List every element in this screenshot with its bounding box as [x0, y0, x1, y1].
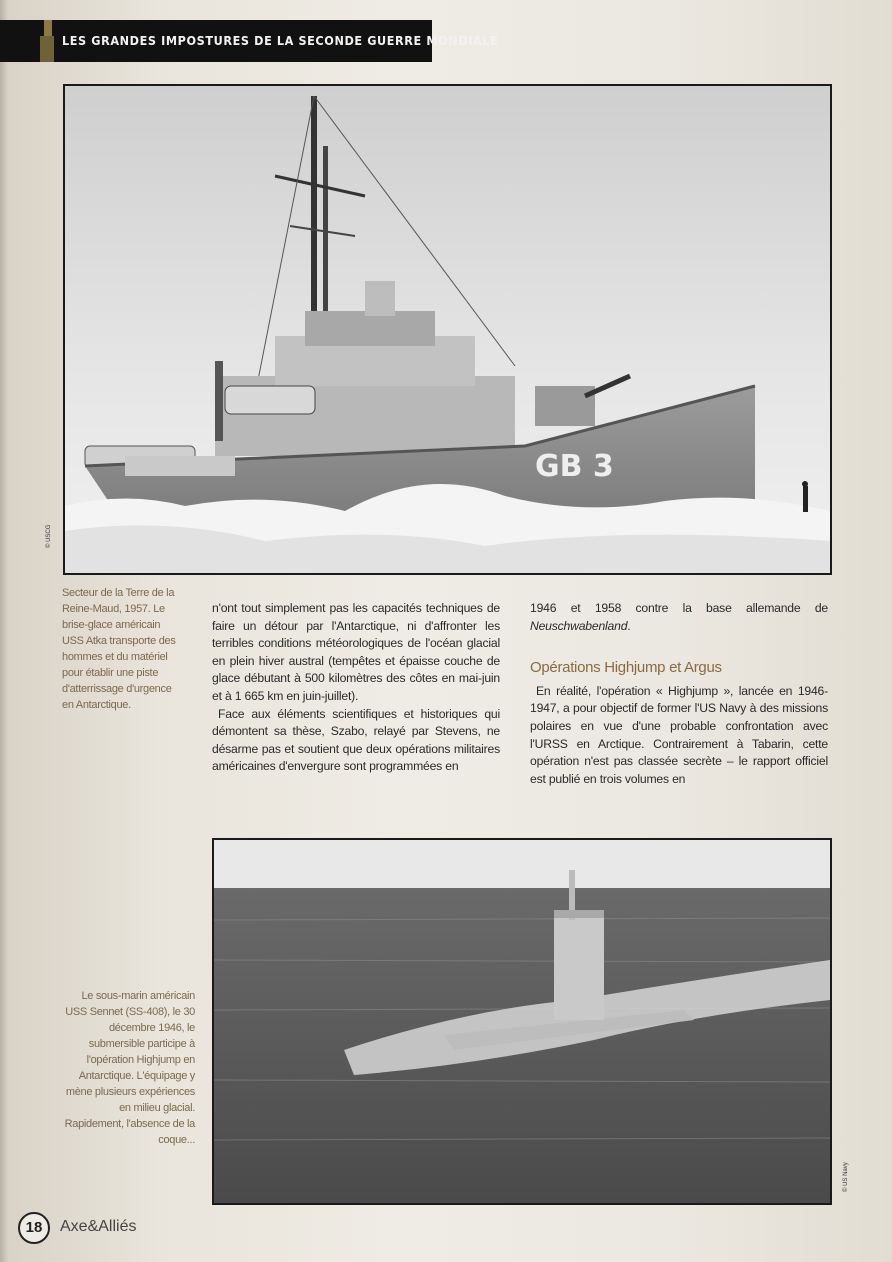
submarine-caption: Le sous-marin américain USS Sennet (SS-408), le 30 décembre 1946, le submersible participe à l'opération Highjump en Antarctique. L'équipage y mène plusieurs expériences en milieu glacial. Rapidement, l'absence de la coque... — [64, 990, 195, 1146]
paragraph: n'ont tout simplement pas les capacités techniques de faire un détour par l'Antarctique, ni d'affronter les terribles conditions météorologiques de l'océan glacial en plein hiver austral (tempêtes et épaisse couche de glace débutant à 500 kilomètres des côtes en mai-juin et à 1 665 km en juin-juillet). — [212, 601, 500, 703]
section-title: LES GRANDES IMPOSTURES DE LA SECONDE GUERRE MONDIALE — [62, 33, 499, 48]
icebreaker-illustration — [65, 86, 830, 573]
paragraph: Face aux éléments scientifiques et historiques qui démontent sa thèse, Szabo, relayé par Stevens, ne désarme pas et soutient que deux opérations militaires américaines d'envergure sont programmées en — [212, 706, 500, 774]
submarine-photo-credit: © US Navy — [843, 1162, 849, 1192]
ship-caption: Secteur de la Terre de la Reine-Maud, 1957. Le brise-glace américain USS Atka transporte des hommes et du matériel pour établir une piste d'atterrissage d'urgence en Antarctique. — [62, 587, 176, 711]
paragraph — [530, 600, 828, 635]
icebreaker-photo — [63, 84, 832, 575]
section-heading: Opérations Highjump et Argus — [530, 659, 722, 677]
text-span: . — [627, 618, 631, 633]
text-span: 1946 et 1958 contre la base allemande de — [530, 601, 828, 615]
magazine-name: Axe&Alliés — [60, 1218, 137, 1235]
page-edge — [0, 0, 8, 1262]
article-column-right — [530, 600, 828, 788]
paragraph: En réalité, l'opération « Highjump », lancée en 1946-1947, a pour objectif de former l'US Navy à des missions polaires en vue d'une probable confrontation avec l'URSS en Arctique. Contrairement à Tabarin, cette opération n'est pas classée secrète – le rapport officiel est publié en trois volumes en — [530, 683, 828, 786]
submarine-photo — [212, 838, 832, 1205]
hull-marking: GB 3 — [535, 449, 614, 484]
article-column-middle — [212, 600, 500, 776]
page-number: 18 — [18, 1212, 50, 1244]
ship-photo-credit: © USCG — [46, 524, 52, 548]
submarine-illustration — [214, 840, 830, 1203]
header-accent-tab — [40, 36, 54, 62]
place-name: Neuschwabenland — [530, 618, 628, 633]
